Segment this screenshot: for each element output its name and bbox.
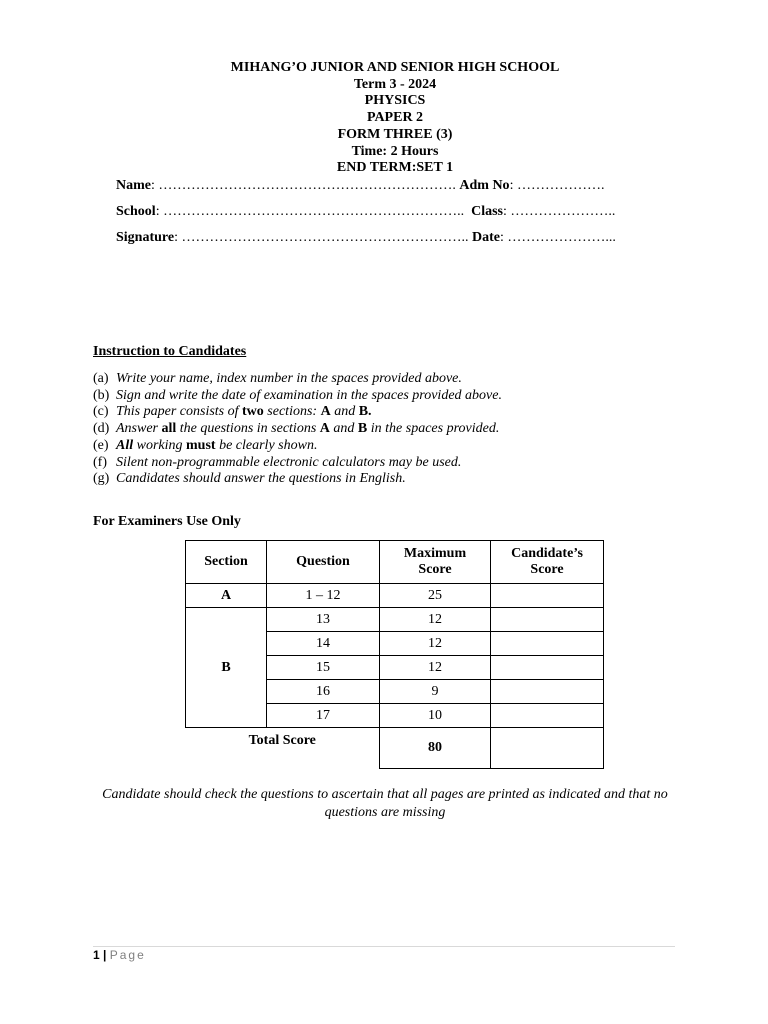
page-label: Page (109, 948, 146, 962)
candidate-score-cell[interactable] (491, 704, 604, 728)
list-item: (d) Answer all the questions in sections A and B in the spaces provided. (93, 421, 500, 437)
term: Term 3 - 2024 (353, 76, 437, 92)
name-dots: : ………………………………………………………. (151, 178, 456, 193)
total-row (186, 728, 604, 769)
max-score-cell: 12 (380, 632, 491, 656)
adm-label: Adm No (459, 178, 510, 193)
name-label: Name (116, 178, 151, 193)
question-cell: 1 – 12 (267, 584, 380, 608)
question-cell: 15 (267, 656, 380, 680)
adm-dots: : ………………. (509, 178, 605, 193)
document-header (0, 60, 768, 177)
form: FORM THREE (3) (337, 126, 453, 142)
section-cell: A (186, 584, 267, 608)
list-item: (a) Write your name, index number in the spaces provided above. (93, 371, 462, 386)
signature-label: Signature (116, 230, 175, 245)
candidate-note: Candidate should check the questions to ascertain that all pages are printed as indicated and that no questions are missing (102, 787, 668, 820)
school-line[interactable] (116, 204, 616, 230)
question-cell: 16 (267, 680, 380, 704)
max-score-cell: 12 (380, 608, 491, 632)
question-cell: 13 (267, 608, 380, 632)
table-row (186, 584, 604, 608)
school-name: MIHANG’O JUNIOR AND SENIOR HIGH SCHOOL (230, 60, 560, 75)
question-cell: 17 (267, 704, 380, 728)
header-max-score: Maximum Score (380, 541, 491, 584)
max-score-cell: 10 (380, 704, 491, 728)
candidate-score-cell[interactable] (491, 656, 604, 680)
total-label: Total Score (248, 733, 316, 748)
instructions-title: Instruction to Candidates (93, 344, 247, 359)
examiners-title: For Examiners Use Only (93, 514, 241, 529)
date-dots: : …………………... (499, 230, 616, 245)
list-item: (c) This paper consists of two sections: A and B. (93, 404, 372, 420)
candidate-score-cell[interactable] (491, 584, 604, 608)
score-table (185, 540, 604, 769)
page-number: 1 (93, 948, 100, 962)
table-header-row (186, 541, 604, 584)
instructions-list (93, 371, 502, 488)
subject: PHYSICS (364, 93, 426, 109)
page-footer (93, 948, 146, 962)
list-item: (b) Sign and write the date of examination in the spaces provided above. (93, 387, 502, 403)
paper: PAPER 2 (366, 110, 424, 126)
footer-divider (93, 946, 675, 947)
section-cell: B (186, 608, 267, 728)
header-candidate-score: Candidate’s Score (491, 541, 604, 584)
candidate-fields (116, 178, 616, 256)
class-label: Class (471, 204, 503, 219)
candidate-score-cell[interactable] (491, 608, 604, 632)
date-label: Date (471, 230, 500, 245)
name-line[interactable] (116, 178, 616, 204)
list-item: (e) All working must be clearly shown. (93, 437, 318, 453)
school-label: School (116, 204, 156, 219)
candidate-score-cell[interactable] (491, 632, 604, 656)
header-section: Section (186, 541, 267, 584)
class-dots: : ………………….. (502, 204, 616, 219)
school-dots: : ……………………………………………………….. (155, 204, 465, 219)
list-item: (g) Candidates should answer the questions in English. (93, 471, 406, 487)
time: Time: 2 Hours (351, 143, 439, 159)
max-score-cell: 25 (380, 584, 491, 608)
footer-separator: | (99, 948, 110, 962)
max-score-cell: 9 (380, 680, 491, 704)
total-candidate-score-cell[interactable] (491, 728, 604, 769)
signature-dots: : …………………………………………………….. (174, 230, 469, 245)
table-row (186, 608, 604, 632)
question-cell: 14 (267, 632, 380, 656)
total-value: 80 (380, 728, 491, 769)
candidate-score-cell[interactable] (491, 680, 604, 704)
header-question: Question (267, 541, 380, 584)
signature-line[interactable] (116, 230, 616, 256)
max-score-cell: 12 (380, 656, 491, 680)
set: END TERM:SET 1 (336, 160, 454, 176)
list-item: (f) Silent non-programmable electronic calculators may be used. (93, 454, 462, 470)
